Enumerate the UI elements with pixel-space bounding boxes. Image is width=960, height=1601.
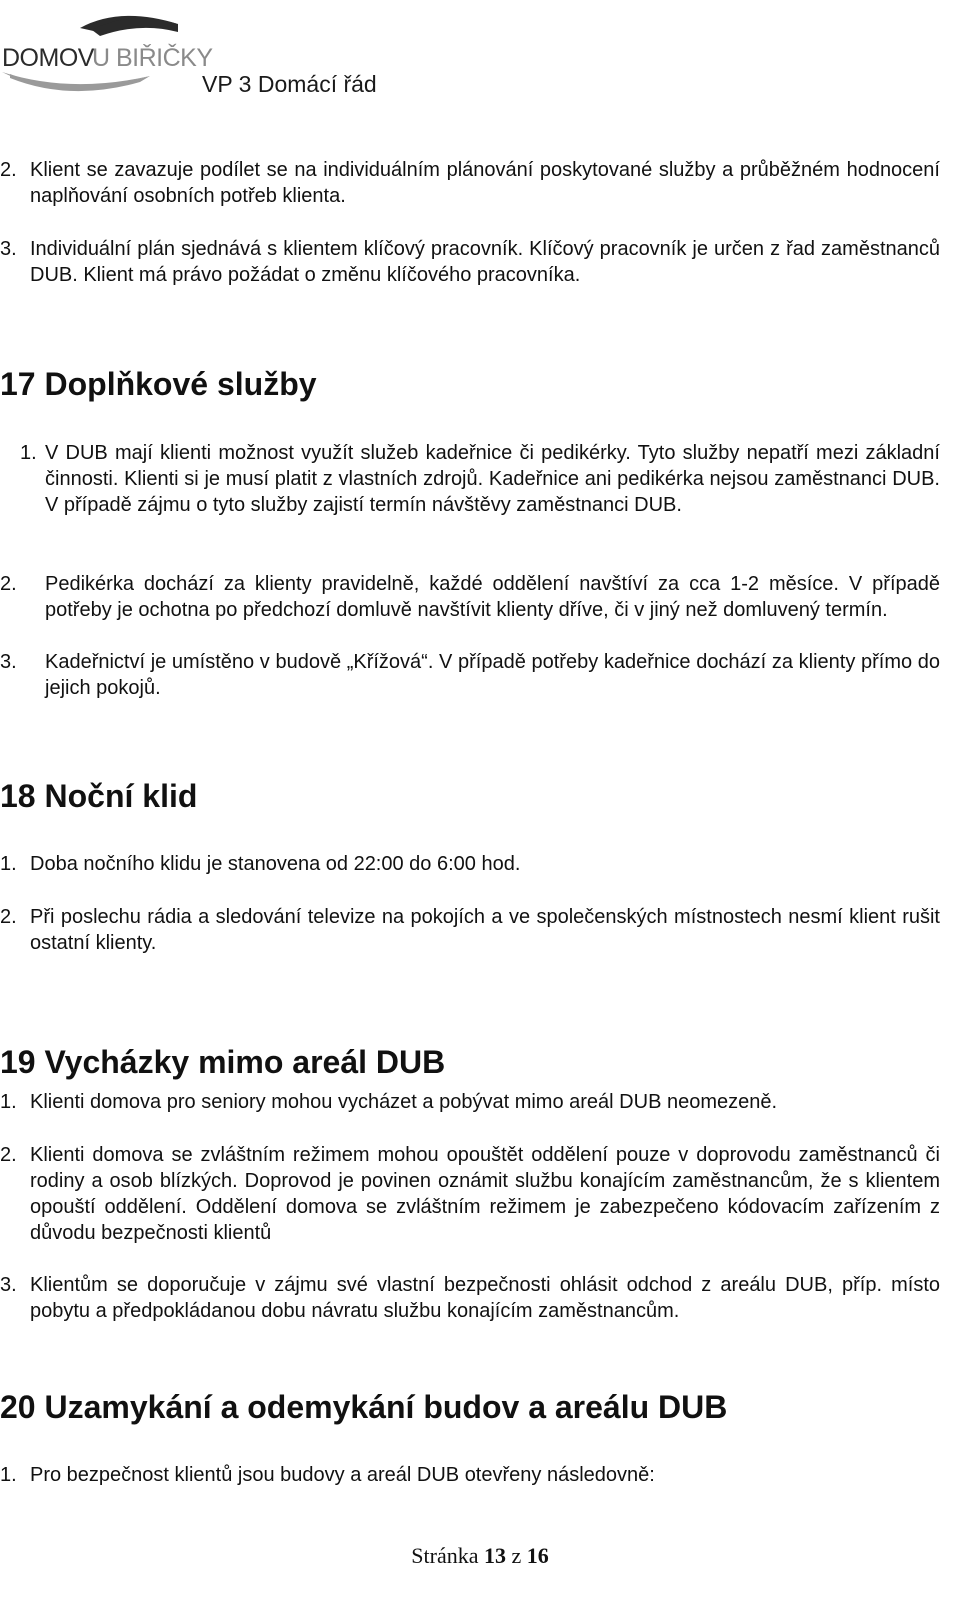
list-item (0, 1462, 940, 1488)
item-number: 2. (0, 573, 17, 595)
item-text: Doba nočního klidu je stanovena od 22:00 do 6:00 hod. (30, 853, 521, 875)
svg-text:U BIŘIČKY: U BIŘIČKY (92, 44, 213, 72)
item-text: Individuální plán sjednává s klientem klíčový pracovník. Klíčový pracovník je určen z řad zaměstnanců DUB. Klient má právo požádat o změnu klíčového pracovníka. (30, 238, 940, 286)
total-pages: 16 (526, 1543, 549, 1568)
item-number: 1. (20, 442, 37, 464)
item-text: Klient se zavazuje podílet se na individuálním plánování poskytované služby a průběžném hodnocení naplňování osobních potřeb klienta. (30, 159, 940, 207)
item-number: 2. (0, 159, 17, 181)
item-text: Pro bezpečnost klientů jsou budovy a areál DUB otevřeny následovně: (30, 1464, 655, 1486)
item-number: 3. (0, 238, 17, 260)
page-label: Stránka (411, 1543, 479, 1568)
item-text: Při poslechu rádia a sledování televize na pokojích a ve společenských místnostech nesmí klient rušit ostatní klienty. (30, 906, 940, 954)
domov-u-biricky-logo (0, 6, 213, 98)
item-number: 3. (0, 651, 17, 673)
item-number: 1. (0, 1091, 17, 1113)
item-number: 3. (0, 1274, 17, 1296)
page-header (0, 0, 960, 110)
list-item (0, 1142, 940, 1246)
list-item (0, 1089, 940, 1115)
list-item (0, 851, 940, 877)
page-footer (0, 1543, 960, 1569)
list-item (0, 440, 940, 518)
list-item (0, 1272, 940, 1324)
section-heading-17: 17 Doplňkové služby (0, 366, 317, 402)
current-page: 13 (483, 1543, 506, 1568)
item-text: Klienti domova se zvláštním režimem mohou opouštět oddělení pouze v doprovodu zaměstnanců či rodiny a osob blízkých. Doprovod je povinen oznámit službu konajícím zaměstnancům, že s klientem opouští oddělení. Oddělení domova se zvláštním režimem je zabezpečeno kódovacím zařízením z důvodu bezpečnosti klientů (30, 1144, 940, 1244)
item-text: Klienti domova pro seniory mohou vycházet a pobývat mimo areál DUB neomezeně. (30, 1091, 778, 1113)
list-item (0, 157, 940, 209)
item-number: 2. (0, 906, 17, 928)
item-number: 1. (0, 1464, 17, 1486)
section-heading-19: 19 Vycházky mimo areál DUB (0, 1044, 446, 1080)
document-title: VP 3 Domácí řád (202, 71, 377, 97)
item-number: 1. (0, 853, 17, 875)
svg-text:DOMOV: DOMOV (2, 44, 94, 72)
section-heading-20: 20 Uzamykání a odemykání budov a areálu DUB (0, 1389, 728, 1425)
list-item (0, 649, 940, 701)
page-separator: z (511, 1543, 522, 1568)
list-item (0, 571, 940, 623)
item-text: Pedikérka dochází za klienty pravidelně, každé oddělení navštíví za cca 1-2 měsíce. V případě potřeby je ochotna po předchozí domluvě navštívit klienty dříve, či v jiný než domluvený termín. (45, 573, 940, 621)
item-text: Klientům se doporučuje v zájmu své vlastní bezpečnosti ohlásit odchod z areálu DUB, příp. místo pobytu a předpokládanou dobu návratu službu konajícím zaměstnancům. (30, 1274, 940, 1322)
item-number: 2. (0, 1144, 17, 1166)
item-text: Kadeřnictví je umístěno v budově „Křížová“. V případě potřeby kadeřnice dochází za klienty přímo do jejich pokojů. (45, 651, 940, 699)
item-text: V DUB mají klienti možnost využít služeb kadeřnice či pedikérky. Tyto služby nepatří mezi základní činnosti. Klienti si je musí platit z vlastních zdrojů. Kadeřnice ani pedikérka nejsou zaměstnanci DUB. V případě zájmu o tyto služby zajistí termín návštěvy zaměstnanci DUB. (45, 442, 940, 516)
list-item (0, 904, 940, 956)
list-item (0, 236, 940, 288)
section-heading-18: 18 Noční klid (0, 778, 198, 814)
